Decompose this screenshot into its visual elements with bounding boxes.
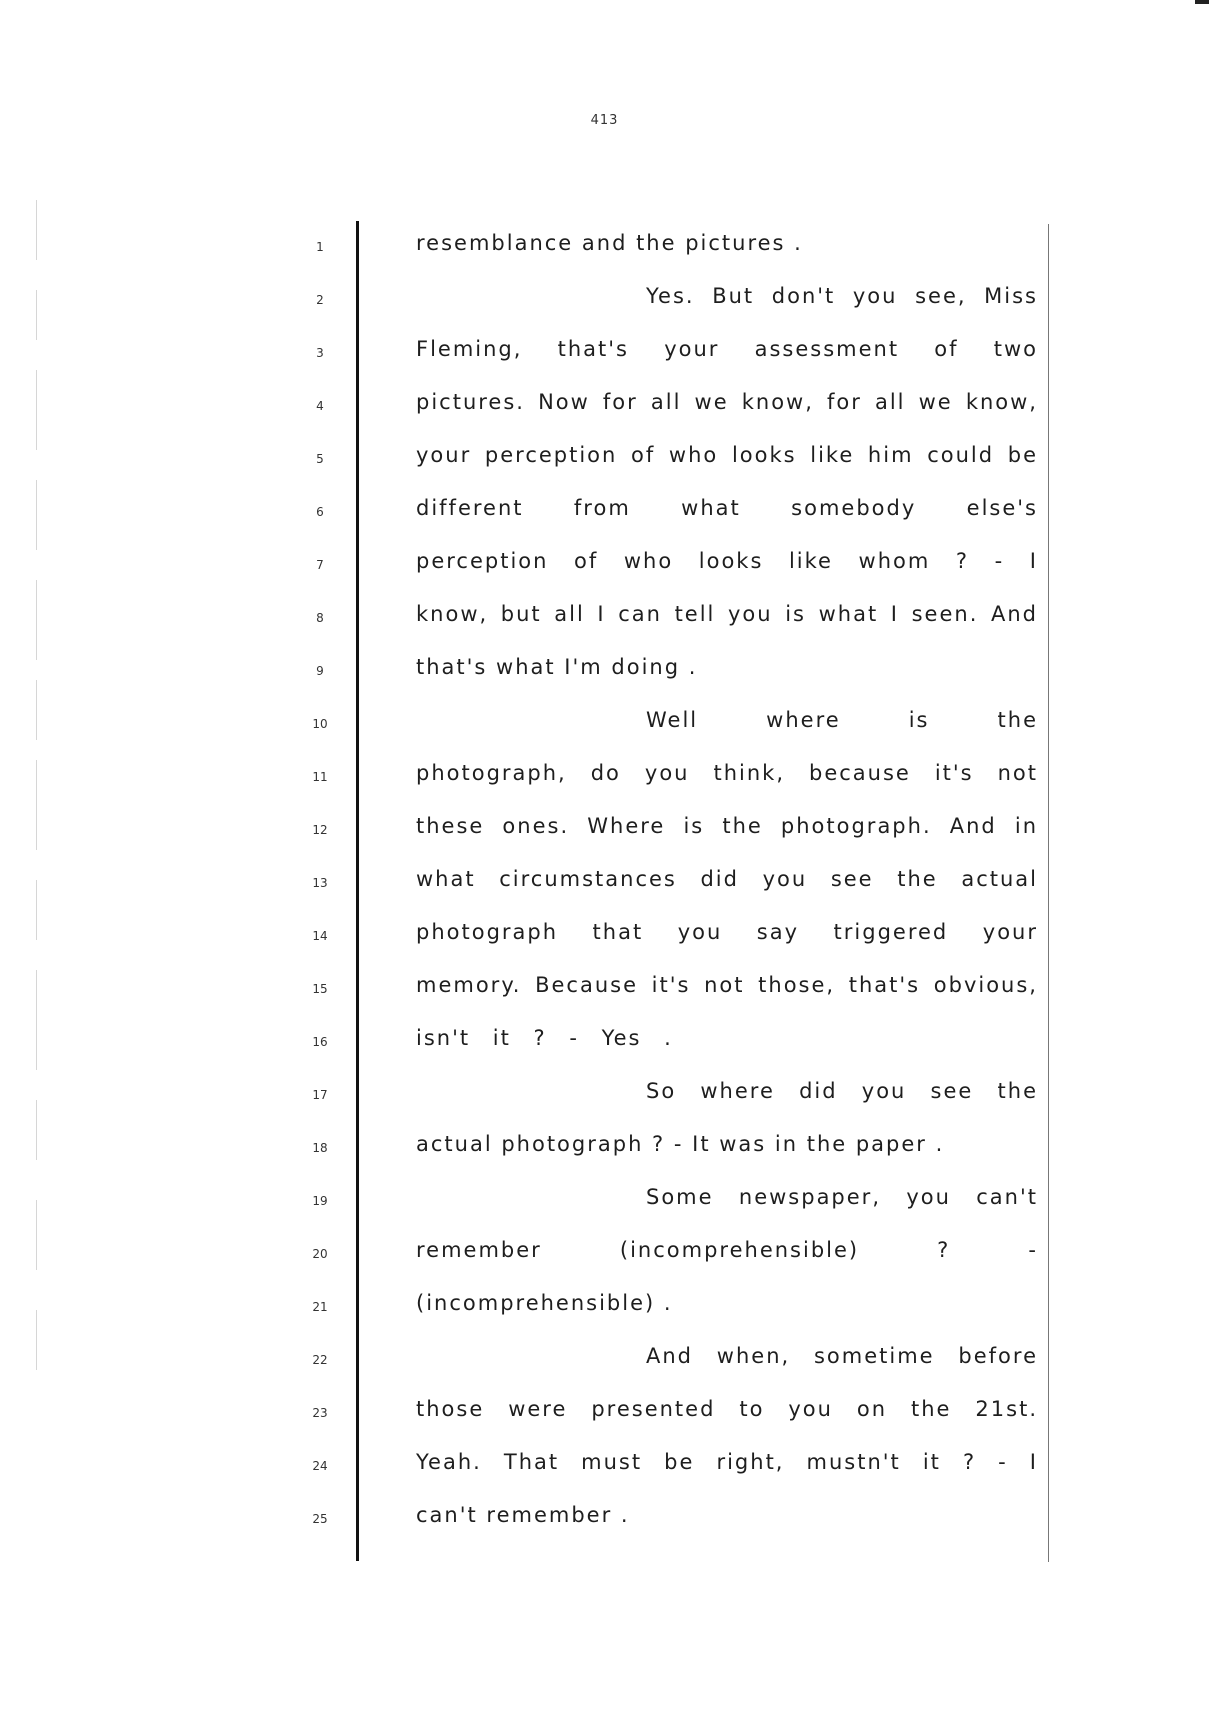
line-number: 25 bbox=[312, 1512, 328, 1526]
line-number: 12 bbox=[312, 823, 328, 837]
line-number: 18 bbox=[312, 1141, 328, 1155]
transcript-line: Fleming, that's your assessment of two bbox=[416, 337, 1038, 361]
transcript-line: your perception of who looks like him could be bbox=[416, 443, 1038, 467]
line-number: 2 bbox=[316, 293, 324, 307]
line-number: 1 bbox=[316, 240, 324, 254]
line-number: 4 bbox=[316, 399, 324, 413]
transcript-line: photograph, do you think, because it's not bbox=[416, 761, 1038, 785]
transcript-line: perception of who looks like whom ? - I bbox=[416, 549, 1038, 573]
scan-margin-marks bbox=[36, 200, 48, 1520]
right-margin-rule bbox=[1048, 224, 1049, 1562]
line-number: 15 bbox=[312, 982, 328, 996]
transcript-line: what circumstances did you see the actual bbox=[416, 867, 1038, 891]
transcript-line: memory. Because it's not those, that's obvious, bbox=[416, 973, 1038, 997]
line-number: 24 bbox=[312, 1459, 328, 1473]
transcript-line: those were presented to you on the 21st. bbox=[416, 1397, 1038, 1421]
line-number: 10 bbox=[312, 717, 328, 731]
line-number: 20 bbox=[312, 1247, 328, 1261]
transcript-line: these ones. Where is the photograph. And in bbox=[416, 814, 1038, 838]
line-number: 17 bbox=[312, 1088, 328, 1102]
line-number: 21 bbox=[312, 1300, 328, 1314]
transcript-line: can't remember . bbox=[416, 1503, 630, 1527]
transcript-line: that's what I'm doing . bbox=[416, 655, 698, 679]
page-number: 413 bbox=[590, 113, 619, 128]
line-number: 16 bbox=[312, 1035, 328, 1049]
corner-scan-mark bbox=[1195, 0, 1209, 4]
transcript-line: Some newspaper, you can't bbox=[646, 1185, 1038, 1209]
transcript-line: pictures. Now for all we know, for all we know, bbox=[416, 390, 1038, 414]
line-number: 5 bbox=[316, 452, 324, 466]
transcript-line: different from what somebody else's bbox=[416, 496, 1038, 520]
line-number: 9 bbox=[316, 664, 324, 678]
transcript-line: And when, sometime before bbox=[646, 1344, 1038, 1368]
line-number: 19 bbox=[312, 1194, 328, 1208]
left-margin-rule bbox=[356, 221, 359, 1561]
line-number: 14 bbox=[312, 929, 328, 943]
transcript-line: resemblance and the pictures . bbox=[416, 231, 803, 255]
transcript-line: Yes. But don't you see, Miss bbox=[646, 284, 1038, 308]
line-number: 8 bbox=[316, 611, 324, 625]
line-number: 13 bbox=[312, 876, 328, 890]
transcript-line: photograph that you say triggered your bbox=[416, 920, 1038, 944]
transcript-line: So where did you see the bbox=[646, 1079, 1038, 1103]
line-number: 6 bbox=[316, 505, 324, 519]
transcript-line: Well where is the bbox=[646, 708, 1038, 732]
line-number: 22 bbox=[312, 1353, 328, 1367]
line-number: 11 bbox=[312, 770, 328, 784]
transcript-line: Yeah. That must be right, mustn't it ? - I bbox=[416, 1450, 1038, 1474]
transcript-line: actual photograph ? - It was in the paper . bbox=[416, 1132, 945, 1156]
transcript-line: (incomprehensible) . bbox=[416, 1291, 673, 1315]
line-number: 3 bbox=[316, 346, 324, 360]
transcript-line: know, but all I can tell you is what I seen. And bbox=[416, 602, 1038, 626]
transcript-line: isn't it ? - Yes . bbox=[416, 1026, 673, 1050]
line-number: 23 bbox=[312, 1406, 328, 1420]
transcript-line: remember (incomprehensible) ? - bbox=[416, 1238, 1038, 1262]
line-number: 7 bbox=[316, 558, 324, 572]
